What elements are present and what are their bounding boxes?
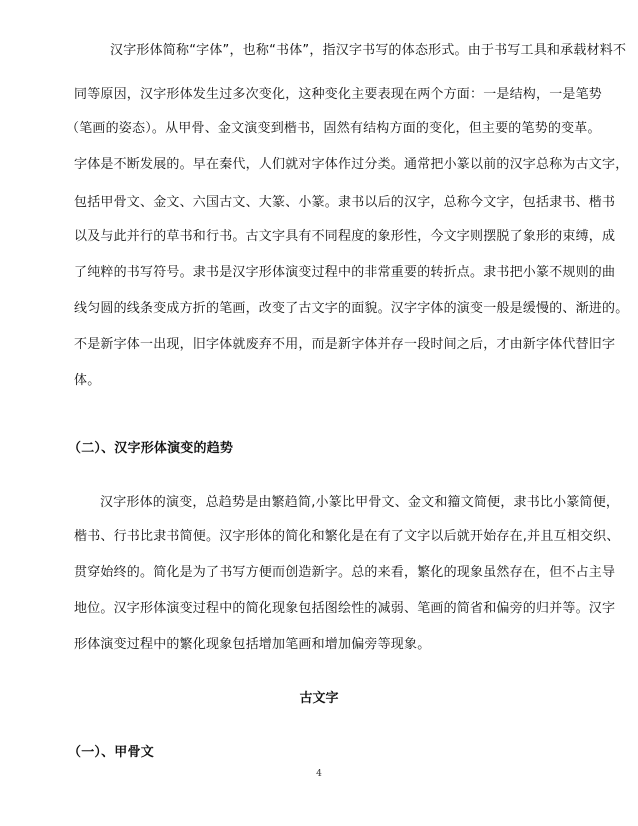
heading-ancient-script: 古文字 [299, 691, 339, 706]
paragraph-trend-line-4: 地位。汉字形体演变过程中的简化现象包括图绘性的减弱、笔画的简省和偏旁的归并等。汉字 [74, 601, 616, 616]
paragraph-intro-line-4: 字体是不断发展的。早在秦代，人们就对字体作过分类。通常把小篆以前的汉字总称为古文字， [74, 157, 629, 172]
paragraph-intro-line-8: 线匀圆的线条变成方折的笔画，改变了古文字的面貌。汉字字体的演变一般是缓慢的、渐进的。 [74, 301, 629, 316]
paragraph-intro-line-6: 以及与此并行的草书和行书。古文字具有不同程度的象形性，今文字则摆脱了象形的束缚，成 [74, 229, 616, 244]
paragraph-trend-line-1: 汉字形体的演变，总趋势是由繁趋简,小篆比甲骨文、金文和籀文简便，隶书比小篆简便， [100, 495, 620, 510]
page-number: 4 [316, 769, 322, 779]
paragraph-intro-line-7: 了纯粹的书写符号。隶书是汉字形体演变过程中的非常重要的转折点。隶书把小篆不规则的曲 [74, 265, 616, 280]
paragraph-intro-line-1: 汉字形体简称“字体”，也称“书体”，指汉字书写的体态形式。由于书写工具和承载材料不 [110, 43, 627, 58]
paragraph-intro-line-5: 包括甲骨文、金文、六国古文、大篆、小篆。隶书以后的汉字，总称今文字，包括隶书、楷书 [74, 195, 616, 210]
paragraph-trend-line-2: 楷书、行书比隶书简便。汉字形体的简化和繁化是在有了文字以后就开始存在,并且互相交织、 [74, 529, 620, 544]
paragraph-intro-line-10: 体。 [74, 373, 101, 388]
paragraph-trend-line-5: 形体演变过程中的繁化现象包括增加笔画和增加偏旁等现象。 [74, 637, 431, 652]
paragraph-intro-line-9: 不是新字体一出现，旧字体就废弃不用，而是新字体并存一段时间之后，才由新字体代替旧字 [74, 337, 616, 352]
paragraph-trend-line-3: 贯穿始终的。简化是为了书写方便而创造新字。总的来看，繁化的现象虽然存在，但不占主导 [74, 565, 616, 580]
paragraph-intro-line-2: 同等原因，汉字形体发生过多次变化，这种变化主要表现在两个方面：一是结构，一是笔势 [74, 87, 603, 102]
section-heading-trend: （二）、汉字形体演变的趋势 [68, 441, 234, 456]
section-heading-oracle-bone: （一）、甲骨文 [68, 745, 154, 760]
paragraph-intro-line-3: （笔画的姿态）。从甲骨、金文演变到楷书，固然有结构方面的变化，但主要的笔势的变革。 [66, 121, 601, 136]
